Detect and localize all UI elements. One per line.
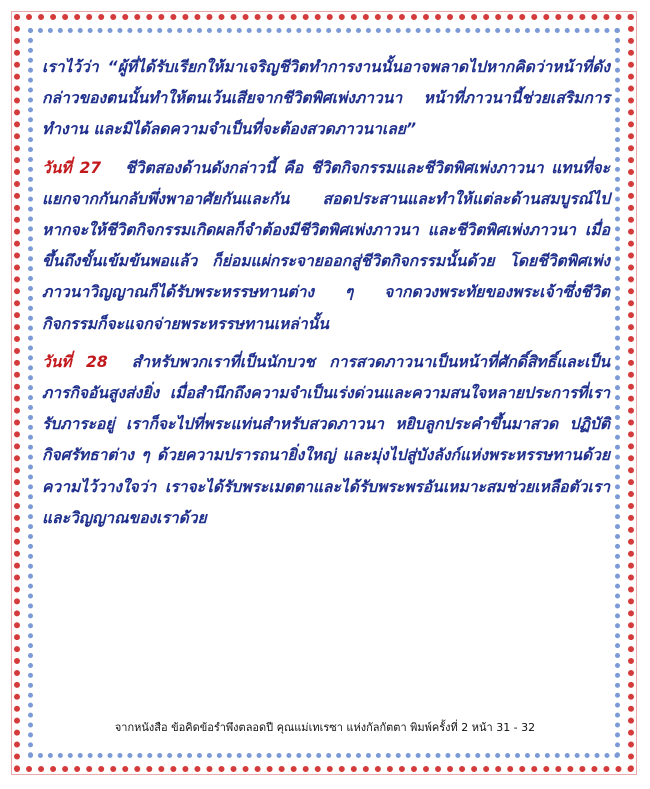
paragraph-day-28 (42, 347, 610, 534)
paragraph-text: เราไว้ว่า “ผู้ที่ได้รับเรียกให้มาเจริญชีวิตทำการงานนั้นอาจพลาดไปหากคิดว่าหน้าที่ดังกล่าวของตนนั้นทำให้ตนเว้นเสียจากชีวิตพิศเพ่งภาวนา หน้าที่ภาวนานี้ช่วยเสริมการทำงาน และมิได้ลดความจำเป็นที่จะต้องสวดภาวนาเลย” (42, 58, 610, 139)
document-body (42, 52, 610, 534)
paragraph-day-27 (42, 153, 610, 340)
day-label: วันที่ 28 (42, 352, 108, 371)
paragraph-intro (42, 52, 610, 146)
paragraph-text: ชีวิตสองด้านดังกล่าวนี้ คือ ชีวิตกิจกรรมและชีวิตพิศเพ่งภาวนา แทนที่จะแยกจากกันกลับพึ่งพาอาศัยกันและกัน สอดประสานและทำให้แต่ละด้านสมบูรณ์ไป หากจะให้ชีวิตกิจกรรมเกิดผลก็จำต้องมีชีวิตพิศเพ่งภาวนา และชีวิตพิศเพ่งภาวนา เมื่อขึ้นถึงขั้นเข้มข้นพอแล้ว ก็ย่อมแผ่กระจายออกสู่ชีวิตกิจกรรมนั้นด้วย โดยชีวิตพิศเพ่งภาวนาวิญญาณก็ได้รับพระหรรษทานต่าง ๆ จากดวงพระทัยของพระเจ้าซึ่งชีวิตกิจกรรมก็จะแจกจ่ายพระหรรษทานเหล่านั้น (42, 158, 610, 333)
source-caption: จากหนังสือ ข้อคิดข้อรำพึงตลอดปี คุณแม่เทเรซา แห่งกัลกัตตา พิมพ์ครั้งที่ 2 หน้า 31 - 32 (114, 721, 536, 734)
paragraph-text: สำหรับพวกเราที่เป็นนักบวช การสวดภาวนาเป็นหน้าที่ศักดิ์สิทธิ์และเป็นภารกิจอันสูงส่งยิ่ง เมื่อสำนึกถึงความจำเป็นเร่งด่วนและความสนใจหลายประการที่เรารับภาระอยู่ เราก็จะไปที่พระแท่นสำหรับสวดภาวนา หยิบลูกประคำขึ้นมาสวด ปฏิบัติกิจศรัทธาต่าง ๆ ด้วยความปรารถนายิ่งใหญ่ และมุ่งไปสู่บังลังก์แห่งพระหรรษทานด้วยความไว้วางใจว่า เราจะได้รับพระเมตตาและได้รับพระพรอันเหมาะสมช่วยเหลือตัวเราและวิญญาณของเราด้วย (42, 352, 610, 527)
day-label: วันที่ 27 (42, 158, 102, 177)
